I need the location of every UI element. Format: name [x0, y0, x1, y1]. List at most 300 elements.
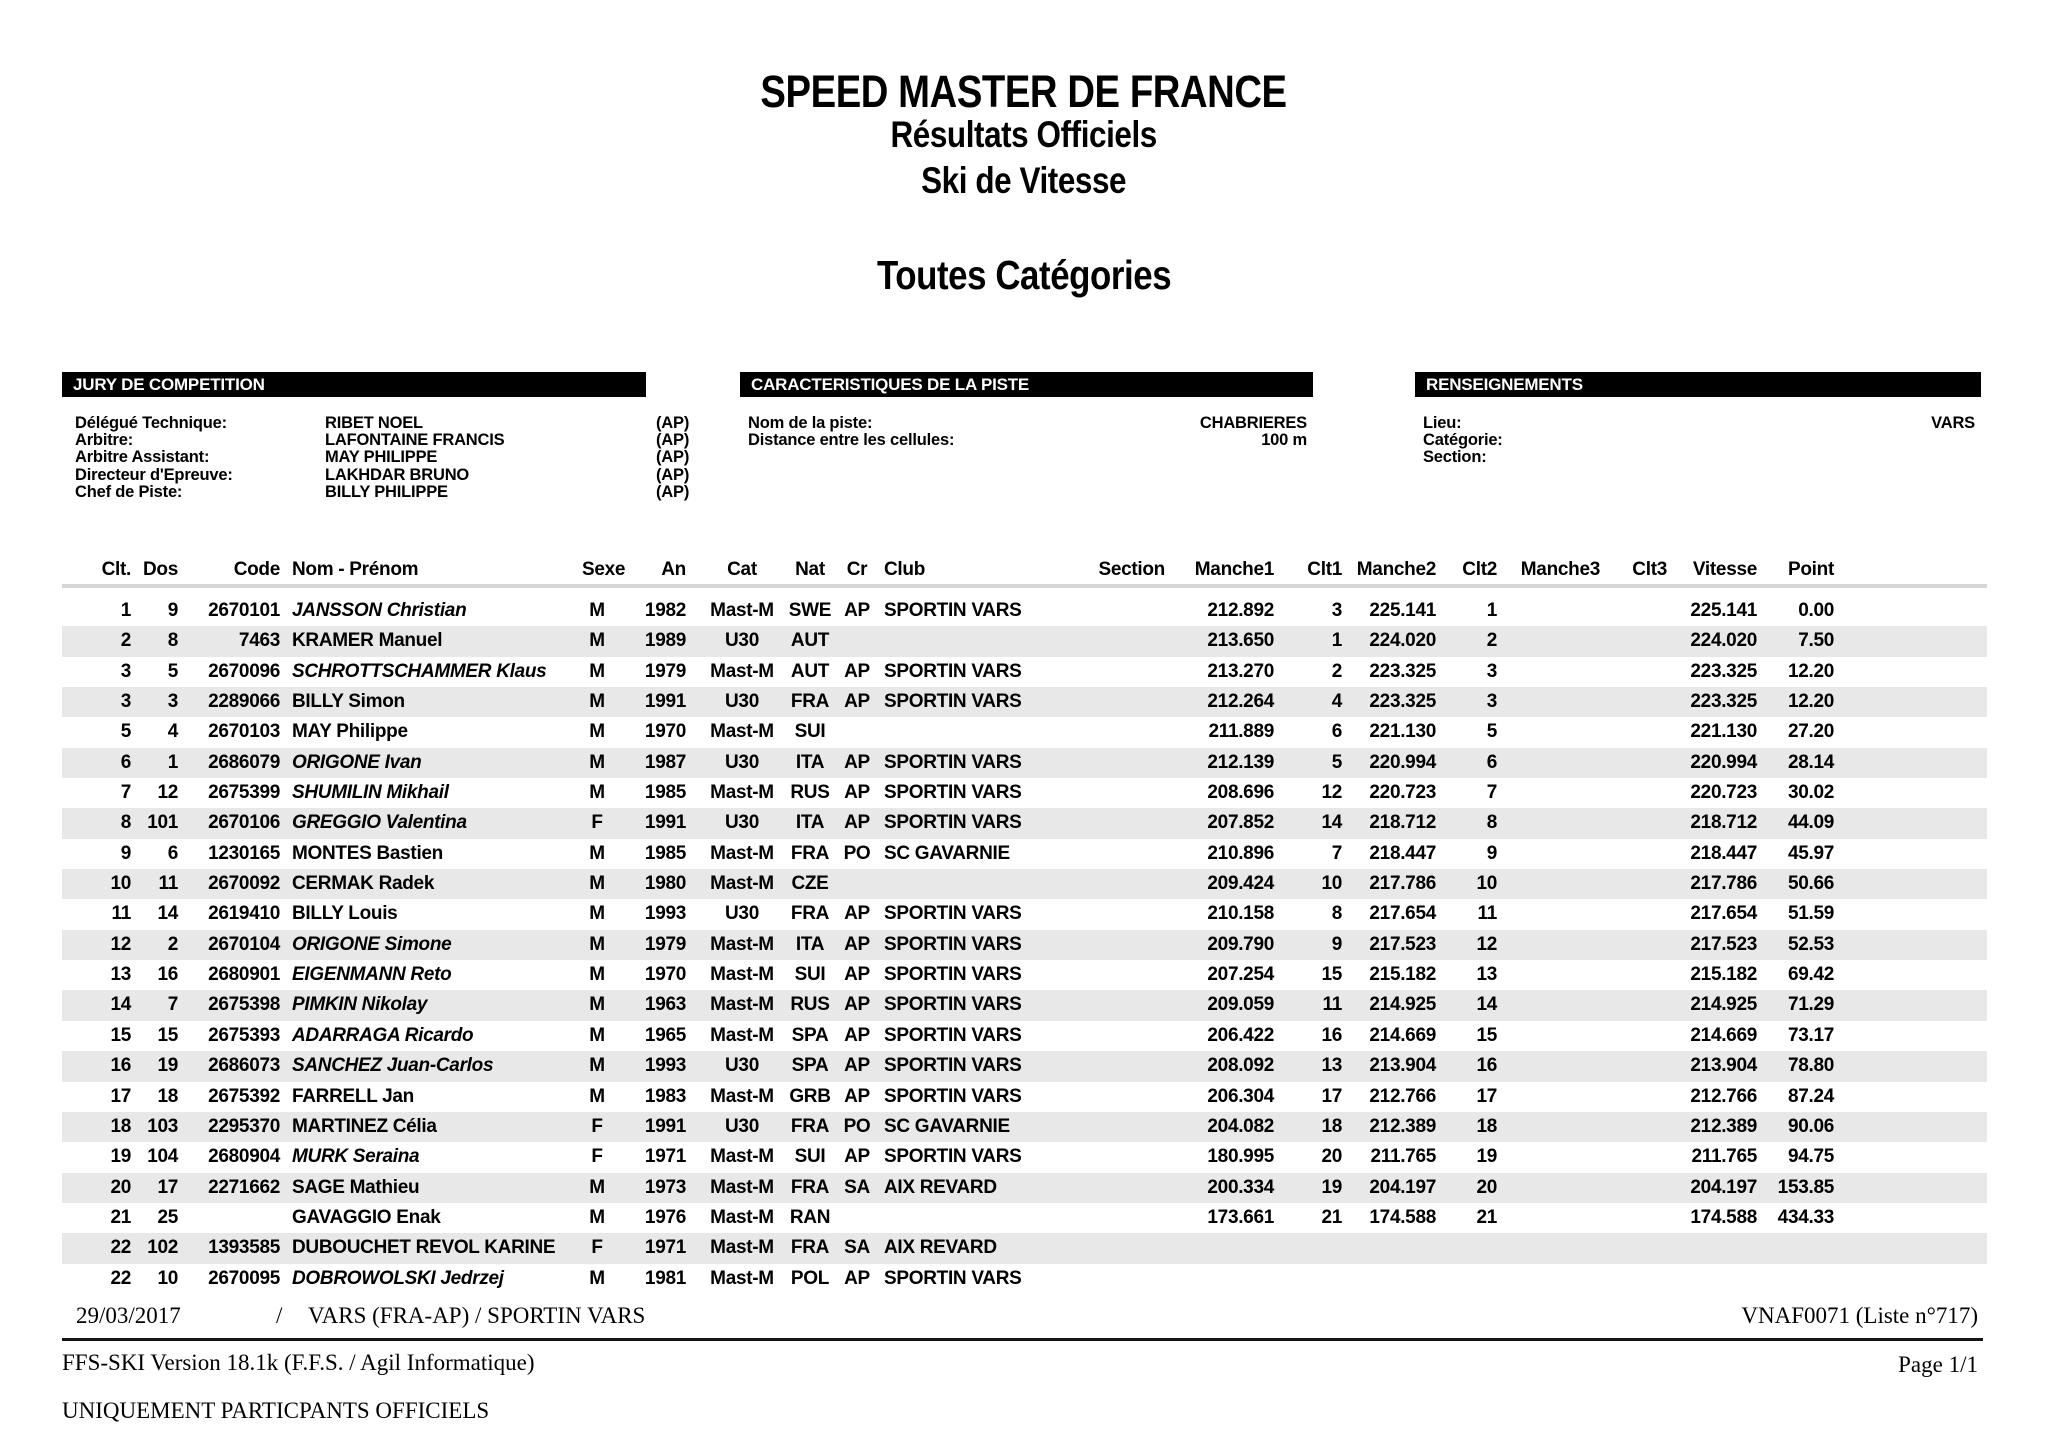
- cell-code: 2675399: [208, 782, 280, 804]
- cell-sexe: M: [589, 1055, 605, 1077]
- cell-name: ORIGONE Simone: [292, 933, 452, 955]
- cell-clt1: 3: [1331, 600, 1342, 621]
- cell-clt3: [1600, 657, 1667, 687]
- cell-vitesse: 215.182: [1690, 964, 1757, 986]
- cell-manche2: 214.925: [1369, 994, 1436, 1016]
- cell-manche2: 224.020: [1369, 630, 1436, 652]
- cell-cat: Mast-M: [710, 1176, 774, 1198]
- cell-nat: ITA: [795, 751, 825, 773]
- cell-cat: Mast-M: [710, 600, 774, 621]
- cell-code: 2670096: [208, 660, 280, 682]
- cell-vitesse: 225.141: [1690, 600, 1757, 621]
- cell-code: 2670101: [208, 600, 280, 621]
- cell-vitesse: 220.723: [1690, 782, 1757, 804]
- cell-cr: SA: [844, 1237, 870, 1259]
- cell-manche3: [1502, 778, 1600, 808]
- cell-clt2: [1439, 1264, 1502, 1294]
- cell-name: CERMAK Radek: [292, 873, 435, 895]
- cell-clt: 7: [120, 782, 131, 804]
- cell-code: 2670106: [208, 812, 280, 834]
- cell-an: 1982: [644, 600, 686, 621]
- cell-club: SPORTIN VARS: [884, 751, 1022, 773]
- cell-cr: AP: [844, 660, 870, 682]
- cell-dos: 6: [167, 842, 178, 864]
- cell-clt2: 19: [1476, 1146, 1497, 1168]
- cell-club: SC GAVARNIE: [884, 1115, 1010, 1137]
- piste-value: CHABRIERES: [1199, 414, 1307, 432]
- table-row: [62, 748, 1987, 778]
- cell-manche1: 180.995: [1207, 1146, 1274, 1168]
- cell-manche3: [1502, 1051, 1600, 1081]
- cell-cr: AP: [844, 933, 870, 955]
- cell-cat: Mast-M: [710, 660, 774, 682]
- cell-name: GREGGIO Valentina: [292, 812, 467, 834]
- cell-manche3: [1502, 960, 1600, 990]
- cell-code: 2670104: [208, 933, 280, 955]
- cell-manche2: 220.994: [1369, 751, 1436, 773]
- cell-sexe: M: [589, 751, 605, 773]
- cell-nat: ITA: [795, 812, 825, 834]
- cell-clt3: [1600, 626, 1667, 656]
- cell-point: 69.42: [1787, 964, 1834, 986]
- cell-cat: U30: [725, 630, 759, 652]
- cell-code: 2619410: [208, 903, 280, 925]
- piste-rows: [740, 415, 1325, 449]
- cell-point: 12.20: [1787, 660, 1834, 682]
- cell-clt2: 21: [1476, 1206, 1497, 1228]
- jury-tag: (AP): [656, 448, 690, 467]
- cell-cr: AP: [844, 994, 870, 1016]
- cell-cr: AP: [844, 691, 870, 713]
- cell-dos: 3: [167, 691, 178, 713]
- cell-cat: U30: [725, 1055, 759, 1077]
- cell-clt1: 17: [1321, 1085, 1342, 1107]
- cell-manche2: 223.325: [1369, 660, 1436, 682]
- col-header-section: Section: [1098, 559, 1165, 580]
- table-row: [62, 1112, 1987, 1142]
- cell-cat: Mast-M: [710, 933, 774, 955]
- cell-clt2: 13: [1476, 964, 1497, 986]
- cell-clt: 5: [120, 721, 131, 743]
- cell-clt3: [1600, 869, 1667, 899]
- cell-clt1: 12: [1321, 782, 1342, 804]
- cell-clt: 22: [110, 1237, 131, 1259]
- cell-clt: 11: [111, 903, 131, 925]
- jury-value: MAY PHILIPPE: [325, 448, 438, 467]
- cell-clt2: 1: [1486, 600, 1497, 621]
- table-row: [62, 778, 1987, 808]
- table-row: [62, 990, 1987, 1020]
- cell-clt2: 10: [1476, 873, 1497, 895]
- cell-manche2: 214.669: [1369, 1024, 1436, 1046]
- cell-cat: U30: [725, 903, 759, 925]
- cell-clt1: [1277, 1233, 1348, 1263]
- cell-point: 94.75: [1787, 1146, 1834, 1168]
- cell-section: [1080, 990, 1165, 1020]
- cell-nat: FRA: [790, 842, 830, 864]
- page-subtitle-1-text: Résultats Officiels: [890, 114, 1158, 155]
- cell-name: SCHROTTSCHAMMER Klaus: [292, 660, 547, 682]
- cell-sexe: M: [589, 994, 605, 1016]
- cell-name: SAGE Mathieu: [292, 1176, 420, 1198]
- cell-dos: 5: [167, 660, 178, 682]
- cell-clt3: [1600, 990, 1667, 1020]
- cell-an: 1991: [644, 691, 686, 713]
- cell-clt1: 14: [1321, 812, 1342, 834]
- cell-clt2: 16: [1476, 1055, 1497, 1077]
- cell-an: 1963: [644, 994, 686, 1016]
- cell-manche3: [1502, 1142, 1600, 1172]
- col-header-dos: Dos: [143, 559, 178, 580]
- cell-manche3: [1502, 657, 1600, 687]
- cell-section: [1080, 1203, 1165, 1233]
- cell-manche3: [1502, 1203, 1600, 1233]
- cell-cr: AP: [844, 1085, 870, 1107]
- cell-name: MARTINEZ Célia: [292, 1115, 437, 1137]
- cell-cat: Mast-M: [710, 873, 774, 895]
- cell-vitesse: 214.669: [1690, 1024, 1757, 1046]
- cell-manche3: [1502, 1082, 1600, 1112]
- jury-tag: (AP): [656, 465, 690, 484]
- cell-vitesse: 217.523: [1690, 933, 1757, 955]
- cell-vitesse: 213.904: [1690, 1055, 1757, 1077]
- table-row: [62, 899, 1987, 929]
- cell-section: [1080, 596, 1165, 626]
- cell-clt: 13: [110, 964, 131, 986]
- cell-name: MAY Philippe: [292, 721, 408, 743]
- cell-manche1: 207.852: [1207, 812, 1274, 834]
- cell-club: AIX REVARD: [884, 1237, 997, 1259]
- cell-sexe: M: [589, 933, 605, 955]
- renseignements-rows: [1415, 415, 1990, 467]
- col-header-clt3: Clt3: [1632, 559, 1667, 580]
- jury-tag: (AP): [656, 414, 690, 432]
- cell-sexe: M: [589, 1024, 605, 1046]
- cell-code: 2670092: [208, 873, 280, 895]
- cell-clt3: [1600, 1051, 1667, 1081]
- table-row: [62, 1142, 1987, 1172]
- cell-section: [1080, 1021, 1165, 1051]
- table-row: [62, 717, 1987, 747]
- cell-clt1: 21: [1321, 1206, 1342, 1228]
- cell-an: 1971: [644, 1146, 686, 1168]
- cell-manche2: 218.447: [1369, 842, 1436, 864]
- cell-an: 1991: [644, 812, 686, 834]
- cell-vitesse: 211.765: [1691, 1146, 1757, 1168]
- renseignements-value: VARS: [1931, 414, 1975, 432]
- table-row: [62, 1233, 1987, 1263]
- cell-vitesse: 217.786: [1690, 873, 1757, 895]
- cell-an: 1970: [644, 964, 686, 986]
- cell-manche1: 212.139: [1207, 751, 1274, 773]
- cell-vitesse: 224.020: [1690, 630, 1757, 652]
- cell-cr: [838, 869, 876, 899]
- page-subtitle-2-text: Ski de Vitesse: [921, 160, 1127, 201]
- cell-an: 1985: [644, 782, 686, 804]
- cell-clt2: 14: [1476, 994, 1497, 1016]
- cell-vitesse: 221.130: [1690, 721, 1757, 743]
- cell-nat: FRA: [790, 1115, 830, 1137]
- jury-label: Directeur d'Epreuve:: [75, 465, 233, 484]
- cell-section: [1080, 1051, 1165, 1081]
- cell-dos: 102: [147, 1237, 178, 1259]
- jury-value: RIBET NOEL: [325, 414, 423, 432]
- table-header-row: [62, 552, 1987, 584]
- cell-clt3: [1600, 899, 1667, 929]
- cell-code: 1230165: [208, 842, 280, 864]
- cell-clt3: [1600, 960, 1667, 990]
- cell-clt2: 7: [1486, 782, 1497, 804]
- cell-nat: RUS: [790, 782, 830, 804]
- cell-clt1: [1277, 1264, 1348, 1294]
- cell-clt2: 2: [1486, 630, 1497, 652]
- cell-cat: Mast-M: [710, 721, 774, 743]
- cell-nat: FRA: [790, 691, 830, 713]
- cell-clt2: 3: [1486, 691, 1497, 713]
- cell-point: 44.09: [1787, 812, 1834, 834]
- piste-section: [740, 372, 1325, 449]
- cell-clt: 2: [120, 630, 131, 652]
- cell-clt2: 17: [1476, 1085, 1497, 1107]
- cell-dos: 14: [157, 903, 178, 925]
- cell-clt1: 11: [1322, 994, 1342, 1016]
- cell-clt1: 8: [1331, 903, 1342, 925]
- cell-clt3: [1600, 930, 1667, 960]
- cell-club: SPORTIN VARS: [884, 1024, 1022, 1046]
- cell-code: 2675393: [208, 1024, 280, 1046]
- cell-sexe: M: [589, 1085, 605, 1107]
- col-header-an: An: [661, 559, 686, 580]
- cell-clt3: [1600, 1142, 1667, 1172]
- cell-an: 1979: [644, 660, 686, 682]
- cell-clt2: 12: [1476, 933, 1497, 955]
- cell-clt1: 19: [1321, 1176, 1342, 1198]
- cell-cat: Mast-M: [710, 1085, 774, 1107]
- cell-section: [1080, 1264, 1165, 1294]
- cell-clt3: [1600, 808, 1667, 838]
- cell-manche3: [1502, 1021, 1600, 1051]
- cell-dos: 8: [167, 630, 178, 652]
- cell-clt1: 10: [1321, 873, 1342, 895]
- cell-nat: SWE: [788, 600, 832, 621]
- cell-cr: AP: [844, 1055, 870, 1077]
- cell-manche2: 215.182: [1369, 964, 1436, 986]
- cell-clt: 17: [110, 1085, 131, 1107]
- cell-manche1: 212.264: [1207, 691, 1274, 713]
- cell-manche3: [1502, 869, 1600, 899]
- cell-cat: U30: [725, 691, 759, 713]
- cell-code: 2680904: [208, 1146, 280, 1168]
- cell-cr: [838, 717, 876, 747]
- cell-sexe: M: [589, 660, 605, 682]
- category-title: [0, 252, 2048, 299]
- cell-an: 1993: [644, 1055, 686, 1077]
- cell-section: [1080, 778, 1165, 808]
- cell-dos: 18: [157, 1085, 178, 1107]
- cell-point: 87.24: [1787, 1085, 1834, 1107]
- cell-point: 30.02: [1787, 782, 1834, 804]
- cell-clt1: 7: [1331, 842, 1342, 864]
- cell-point: [1760, 1264, 1838, 1294]
- cell-clt2: 9: [1486, 842, 1497, 864]
- cell-club: SPORTIN VARS: [884, 964, 1022, 986]
- cell-manche3: [1502, 990, 1600, 1020]
- cell-manche1: [1165, 1233, 1277, 1263]
- cell-sexe: M: [589, 630, 605, 652]
- cell-name: SANCHEZ Juan-Carlos: [292, 1055, 494, 1077]
- cell-name: BILLY Simon: [292, 691, 405, 713]
- cell-clt1: 16: [1321, 1024, 1342, 1046]
- cell-manche1: 212.892: [1207, 600, 1274, 621]
- cell-clt2: [1439, 1233, 1502, 1263]
- cell-cr: AP: [844, 1024, 870, 1046]
- cell-name: MURK Seraina: [292, 1146, 420, 1168]
- piste-label: Distance entre les cellules:: [748, 431, 955, 450]
- cell-code: 2670095: [208, 1267, 280, 1289]
- cell-nat: ITA: [795, 933, 825, 955]
- cell-clt: 8: [120, 812, 131, 834]
- cell-name: JANSSON Christian: [292, 600, 467, 621]
- cell-section: [1080, 869, 1165, 899]
- cell-manche3: [1502, 839, 1600, 869]
- table-row: [62, 1082, 1987, 1112]
- cell-club: SPORTIN VARS: [884, 600, 1022, 621]
- page-subtitle-2: [0, 160, 2048, 202]
- cell-dos: 25: [157, 1206, 178, 1228]
- cell-clt1: 9: [1331, 933, 1342, 955]
- cell-clt: 19: [110, 1146, 131, 1168]
- cell-point: 0.00: [1798, 600, 1834, 621]
- cell-code: 2295370: [208, 1115, 280, 1137]
- jury-label: Arbitre:: [75, 431, 133, 450]
- cell-manche1: 206.422: [1207, 1024, 1274, 1046]
- cell-vitesse: 212.766: [1690, 1085, 1757, 1107]
- cell-cr: AP: [844, 751, 870, 773]
- table-row: [62, 596, 1987, 626]
- col-header-name: Nom - Prénom: [292, 559, 419, 580]
- cell-clt3: [1600, 717, 1667, 747]
- cell-manche2: 212.389: [1369, 1115, 1436, 1137]
- cell-section: [1080, 1112, 1165, 1142]
- cell-section: [1080, 899, 1165, 929]
- cell-nat: SUI: [794, 721, 826, 743]
- col-header-nat: Nat: [795, 559, 825, 580]
- cell-manche1: 200.334: [1207, 1176, 1274, 1198]
- cell-clt2: 20: [1476, 1176, 1497, 1198]
- jury-row: [62, 415, 762, 432]
- cell-section: [1080, 930, 1165, 960]
- cell-clt1: 5: [1331, 751, 1342, 773]
- cell-sexe: M: [589, 600, 605, 621]
- cell-manche2: 217.654: [1369, 903, 1436, 925]
- cell-code: 2675392: [208, 1085, 280, 1107]
- cell-code: 7463: [238, 630, 280, 652]
- cell-clt: 15: [110, 1024, 131, 1046]
- table-row: [62, 1264, 1987, 1294]
- cell-an: 1970: [644, 721, 686, 743]
- cell-clt: 9: [120, 842, 131, 864]
- cell-clt: 20: [110, 1176, 131, 1198]
- cell-dos: 101: [147, 812, 178, 834]
- cell-cr: AP: [844, 600, 870, 621]
- cell-sexe: F: [591, 812, 603, 834]
- cell-an: 1987: [644, 751, 686, 773]
- cell-clt2: 6: [1486, 751, 1497, 773]
- cell-dos: 103: [147, 1115, 178, 1137]
- cell-club: SPORTIN VARS: [884, 1055, 1022, 1077]
- cell-nat: RUS: [790, 994, 830, 1016]
- cell-clt3: [1600, 1082, 1667, 1112]
- cell-section: [1080, 1142, 1165, 1172]
- cell-manche2: 217.523: [1369, 933, 1436, 955]
- cell-manche1: 210.896: [1207, 842, 1274, 864]
- cell-clt: 18: [110, 1115, 131, 1137]
- table-row: [62, 930, 1987, 960]
- cell-nat: SUI: [794, 1146, 826, 1168]
- cell-dos: 15: [157, 1024, 178, 1046]
- cell-an: 1971: [644, 1237, 686, 1259]
- cell-point: 73.17: [1787, 1024, 1834, 1046]
- table-row: [62, 960, 1987, 990]
- cell-sexe: F: [591, 1115, 603, 1137]
- cell-cr: [838, 1203, 876, 1233]
- cell-club: [876, 717, 1080, 747]
- table-row: [62, 626, 1987, 656]
- col-header-clt: Clt.: [101, 559, 131, 580]
- footer-event: VARS (FRA-AP) / SPORTIN VARS: [308, 1303, 646, 1328]
- results-table: [62, 552, 1987, 1294]
- cell-an: 1993: [644, 903, 686, 925]
- jury-label: Chef de Piste:: [75, 482, 183, 501]
- cell-dos: 16: [157, 964, 178, 986]
- results-body: [62, 596, 1987, 1294]
- jury-heading-bar: JURY DE COMPETITION: [62, 372, 646, 397]
- cell-manche1: 206.304: [1207, 1085, 1274, 1107]
- cell-clt3: [1600, 596, 1667, 626]
- cell-manche2: 218.712: [1369, 812, 1436, 834]
- cell-manche1: 211.889: [1208, 721, 1274, 743]
- cell-dos: 9: [167, 600, 178, 621]
- table-row: [62, 1021, 1987, 1051]
- cell-clt1: 2: [1331, 660, 1342, 682]
- cell-cat: U30: [725, 812, 759, 834]
- cell-cr: AP: [844, 964, 870, 986]
- cell-manche3: [1502, 626, 1600, 656]
- cell-an: 1973: [644, 1176, 686, 1198]
- cell-an: 1989: [644, 630, 686, 652]
- cell-section: [1080, 626, 1165, 656]
- cell-clt1: 4: [1331, 691, 1342, 713]
- cell-dos: 1: [167, 751, 178, 773]
- cell-clt1: 15: [1321, 964, 1342, 986]
- cell-sexe: M: [589, 691, 605, 713]
- cell-dos: 12: [157, 782, 178, 804]
- col-header-club: Club: [884, 559, 926, 580]
- cell-nat: SPA: [791, 1055, 829, 1077]
- cell-manche1: 213.270: [1207, 660, 1274, 682]
- renseignements-row: [1415, 415, 1990, 432]
- cell-manche2: 220.723: [1369, 782, 1436, 804]
- table-row: [62, 1203, 1987, 1233]
- cell-name: DUBOUCHET REVOL KARINE: [292, 1237, 556, 1259]
- cell-manche2: [1348, 1264, 1439, 1294]
- cell-cat: Mast-M: [710, 782, 774, 804]
- cell-point: 28.14: [1787, 751, 1834, 773]
- cell-an: 1983: [644, 1085, 686, 1107]
- cell-name: GAVAGGIO Enak: [292, 1206, 441, 1228]
- cell-clt2: 5: [1486, 721, 1497, 743]
- cell-manche2: 223.325: [1369, 691, 1436, 713]
